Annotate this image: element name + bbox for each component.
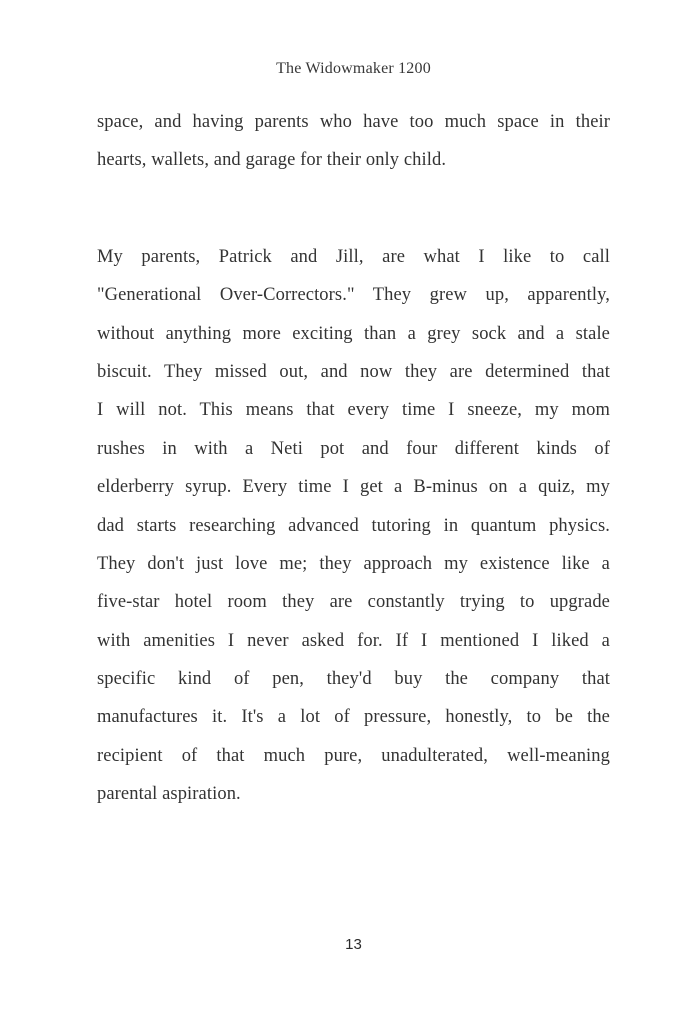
- text-line: hearts, wallets, and garage for their only child.: [97, 150, 447, 171]
- text-line: dad starts researching advanced tutoring in quantum physics.: [97, 515, 610, 536]
- text-line: with amenities I never asked for. If I mentioned I liked a: [97, 630, 610, 651]
- text-line: My parents, Patrick and Jill, are what I like to call: [97, 246, 610, 267]
- text-line: elderberry syrup. Every time I get a B-minus on a quiz, my: [97, 477, 610, 498]
- text-line: biscuit. They missed out, and now they are determined that: [97, 361, 610, 382]
- page-body: [97, 103, 610, 814]
- text-line: I will not. This means that every time I sneeze, my mom: [97, 400, 610, 421]
- paragraph: [97, 238, 610, 814]
- page-number: 13: [345, 936, 362, 953]
- text-line: parental aspiration.: [97, 784, 241, 805]
- text-line: "Generational Over-Correctors." They grew up, apparently,: [97, 285, 610, 306]
- text-line: manufactures it. It's a lot of pressure, honestly, to be the: [97, 707, 610, 728]
- text-line: space, and having parents who have too much space in their: [97, 112, 610, 132]
- text-line: without anything more exciting than a grey sock and a stale: [97, 323, 610, 344]
- text-line: recipient of that much pure, unadulterated, well-meaning: [97, 745, 610, 766]
- text-line: five-star hotel room they are constantly trying to upgrade: [97, 592, 610, 613]
- paragraph: [97, 103, 610, 180]
- text-line: rushes in with a Neti pot and four different kinds of: [97, 438, 610, 459]
- text-line: specific kind of pen, they'd buy the company that: [97, 669, 610, 690]
- text-line: They don't just love me; they approach my existence like a: [97, 553, 610, 574]
- running-header: The Widowmaker 1200: [276, 60, 431, 77]
